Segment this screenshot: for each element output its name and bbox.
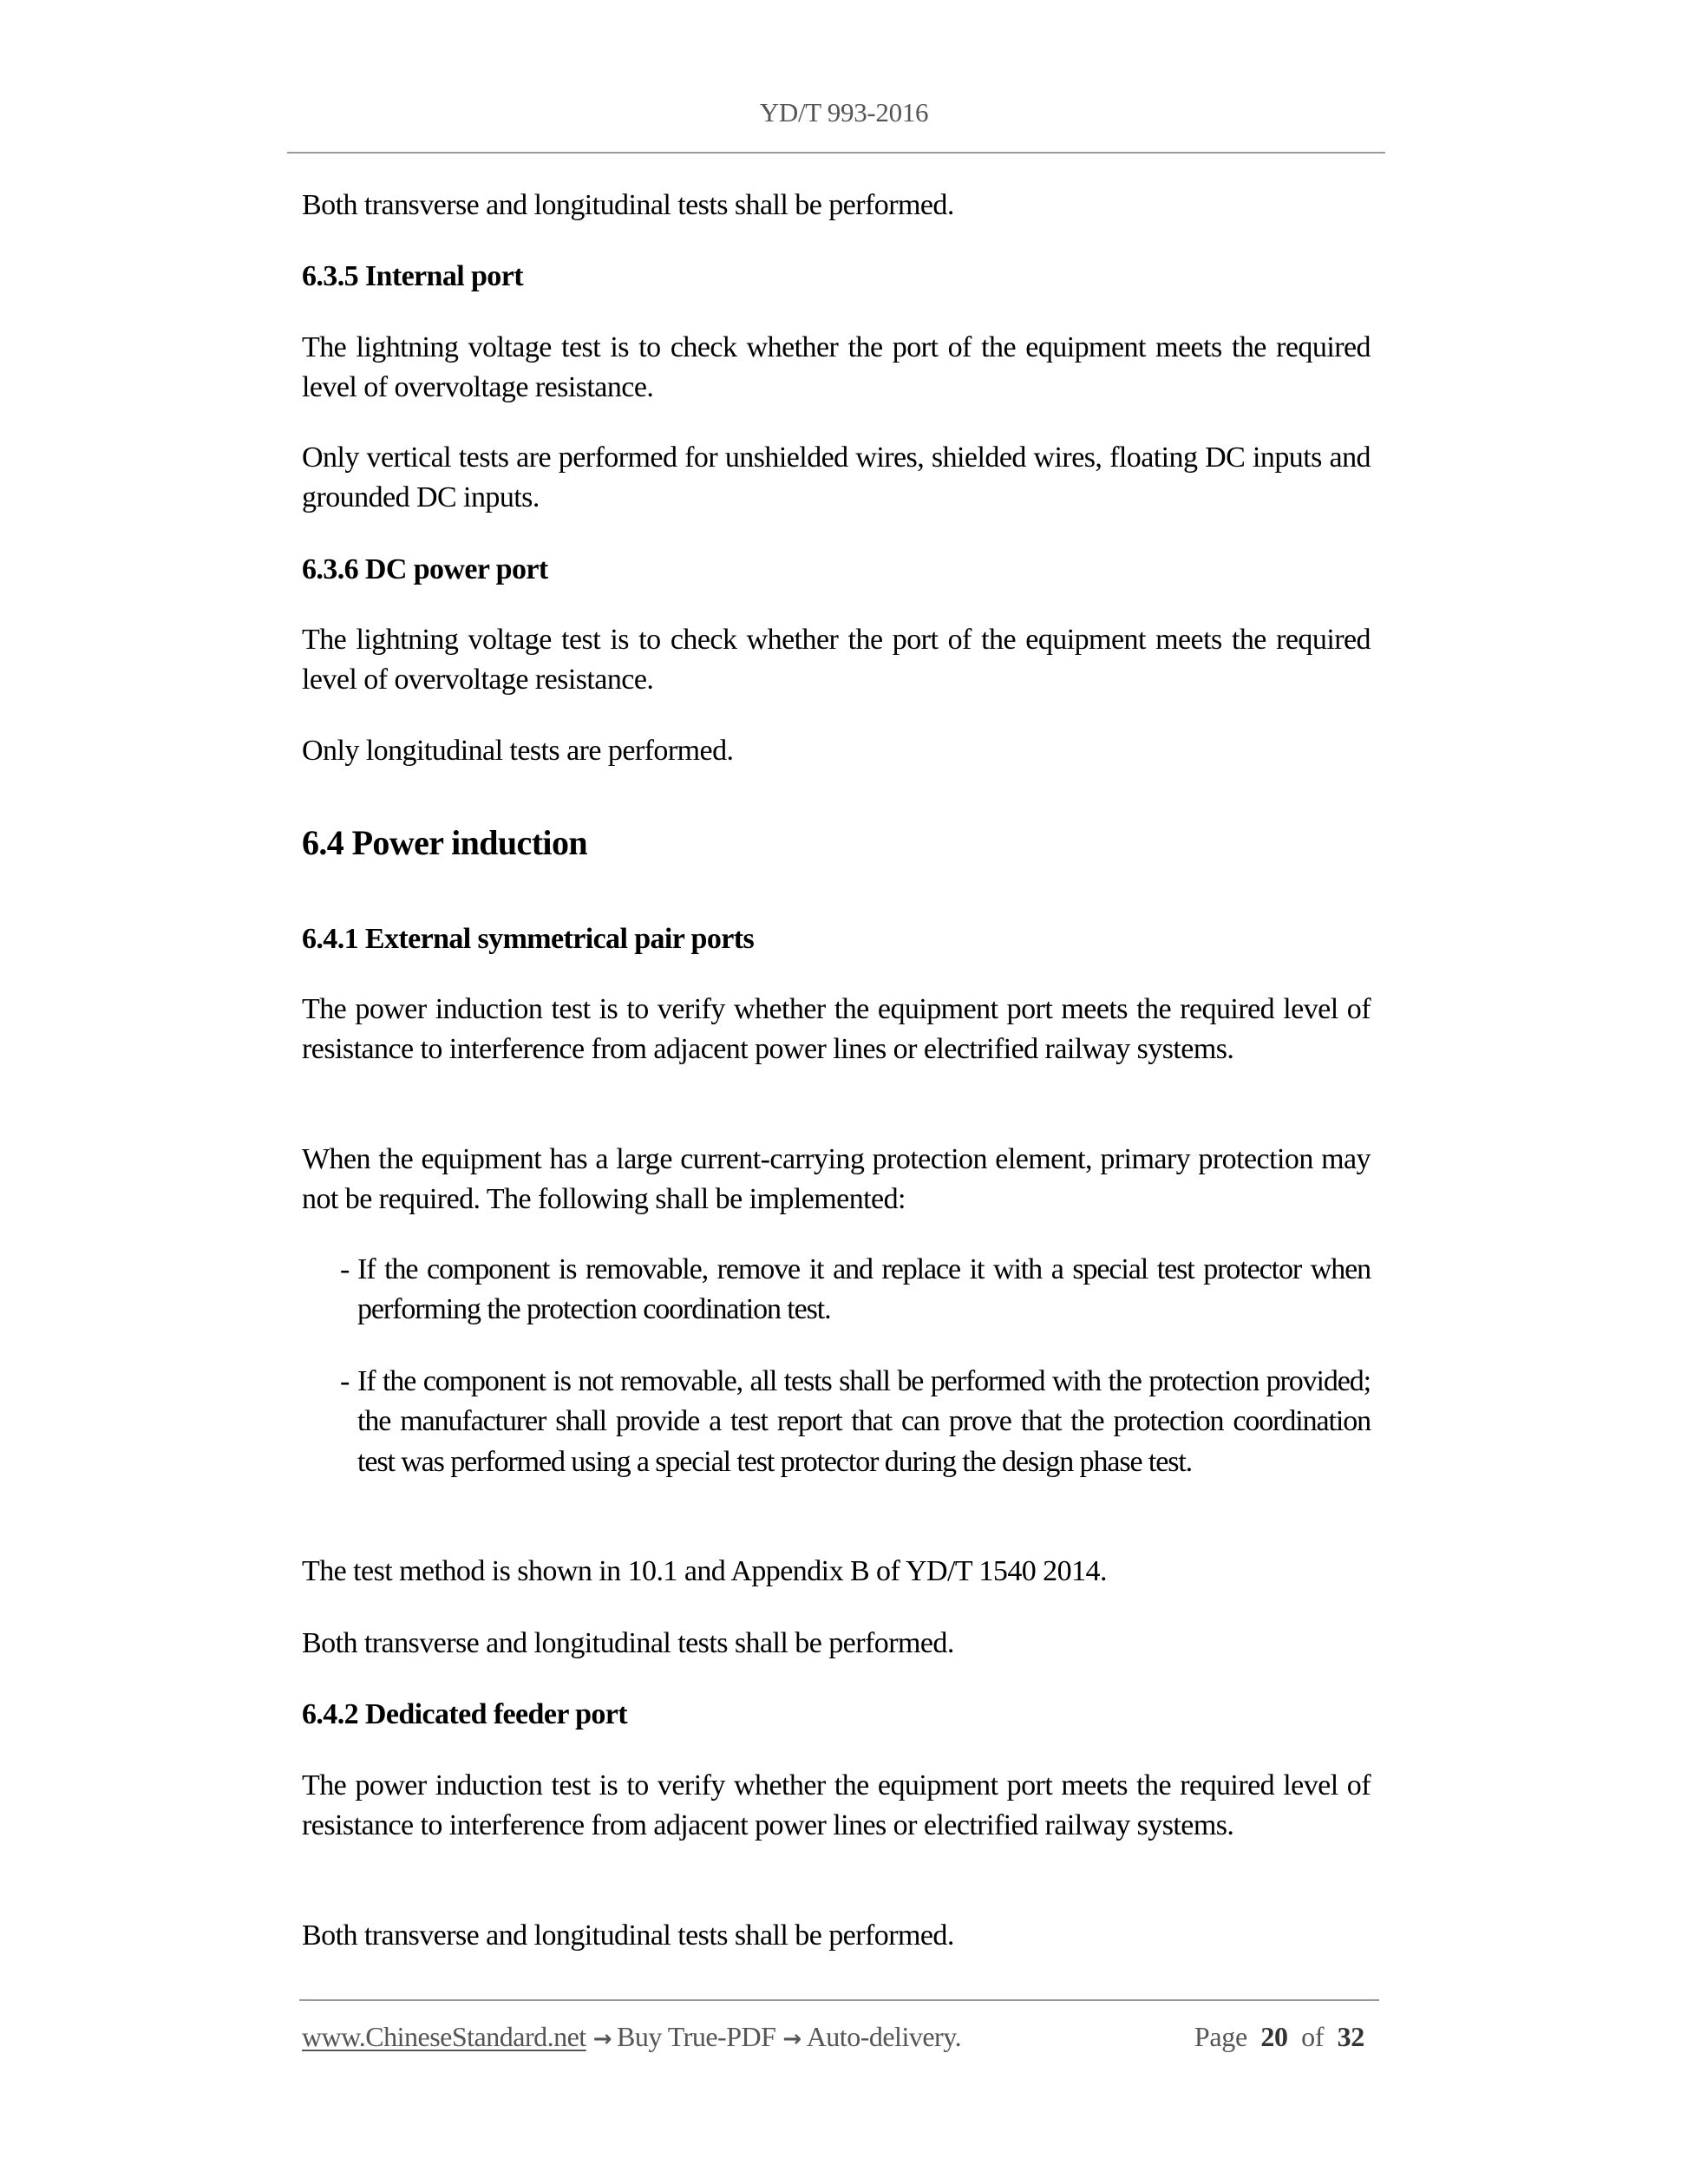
paragraph: Only longitudinal tests are performed. (302, 735, 734, 767)
footer-step-delivery: Auto-delivery. (806, 2021, 962, 2052)
paragraph: The lightning voltage test is to check whether the port of the equipment meets the required level of overvoltage resistance. (302, 624, 1371, 696)
list-item-text: If the component is removable, remove it and replace it with a special test protector when performing the protection coordination test. (357, 1253, 1371, 1326)
page-number (1194, 2021, 1364, 2053)
website-link[interactable]: www.ChineseStandard.net (302, 2021, 586, 2052)
arrow-right-icon: → (592, 2026, 612, 2052)
section-heading-6-3-6: 6.3.6 DC power port (302, 553, 548, 585)
footer-step-buy: Buy True-PDF (616, 2021, 776, 2052)
list-dash: - (340, 1365, 350, 1397)
page-label: Page (1194, 2021, 1247, 2052)
paragraph: Both transverse and longitudinal tests shall be performed. (302, 189, 954, 221)
page-current: 20 (1260, 2021, 1288, 2052)
section-heading-6-3-5: 6.3.5 Internal port (302, 260, 523, 292)
section-heading-6-4-1: 6.4.1 External symmetrical pair ports (302, 923, 755, 955)
list-item (340, 1250, 1371, 1331)
paragraph: The lightning voltage test is to check whether the port of the equipment meets the required level of overvoltage resistance. (302, 331, 1371, 404)
paragraph: When the equipment has a large current-carrying protection element, primary protection may not be required. The following shall be implemented: (302, 1143, 1371, 1216)
paragraph: Both transverse and longitudinal tests shall be performed. (302, 1919, 954, 1952)
list-dash: - (340, 1253, 350, 1285)
footer-divider (299, 1999, 1379, 2001)
section-heading-6-4: 6.4 Power induction (302, 823, 587, 862)
arrow-right-icon: → (782, 2026, 801, 2052)
page-total: 32 (1337, 2021, 1364, 2052)
of-label: of (1301, 2021, 1325, 2052)
header-divider (287, 152, 1385, 154)
list-item-text: If the component is not removable, all tests shall be performed with the protection provided; the manufacturer shall provide a test report that can prove that the protection coordination test was performed using a special test protector during the design phase test. (357, 1365, 1371, 1478)
paragraph: Only vertical tests are performed for unshielded wires, shielded wires, floating DC inputs and grounded DC inputs. (302, 441, 1371, 514)
page-header-title: YD/T 993-2016 (759, 97, 929, 128)
paragraph: The power induction test is to verify whether the equipment port meets the required level of resistance to interference from adjacent power lines or electrified railway systems. (302, 1769, 1371, 1842)
list-item (340, 1362, 1371, 1482)
paragraph: Both transverse and longitudinal tests shall be performed. (302, 1627, 954, 1659)
footer-promo (302, 2021, 961, 2053)
paragraph: The test method is shown in 10.1 and Appendix B of YD/T 1540 2014. (302, 1555, 1107, 1587)
paragraph: The power induction test is to verify whether the equipment port meets the required level of resistance to interference from adjacent power lines or electrified railway systems. (302, 993, 1371, 1066)
section-heading-6-4-2: 6.4.2 Dedicated feeder port (302, 1698, 628, 1730)
